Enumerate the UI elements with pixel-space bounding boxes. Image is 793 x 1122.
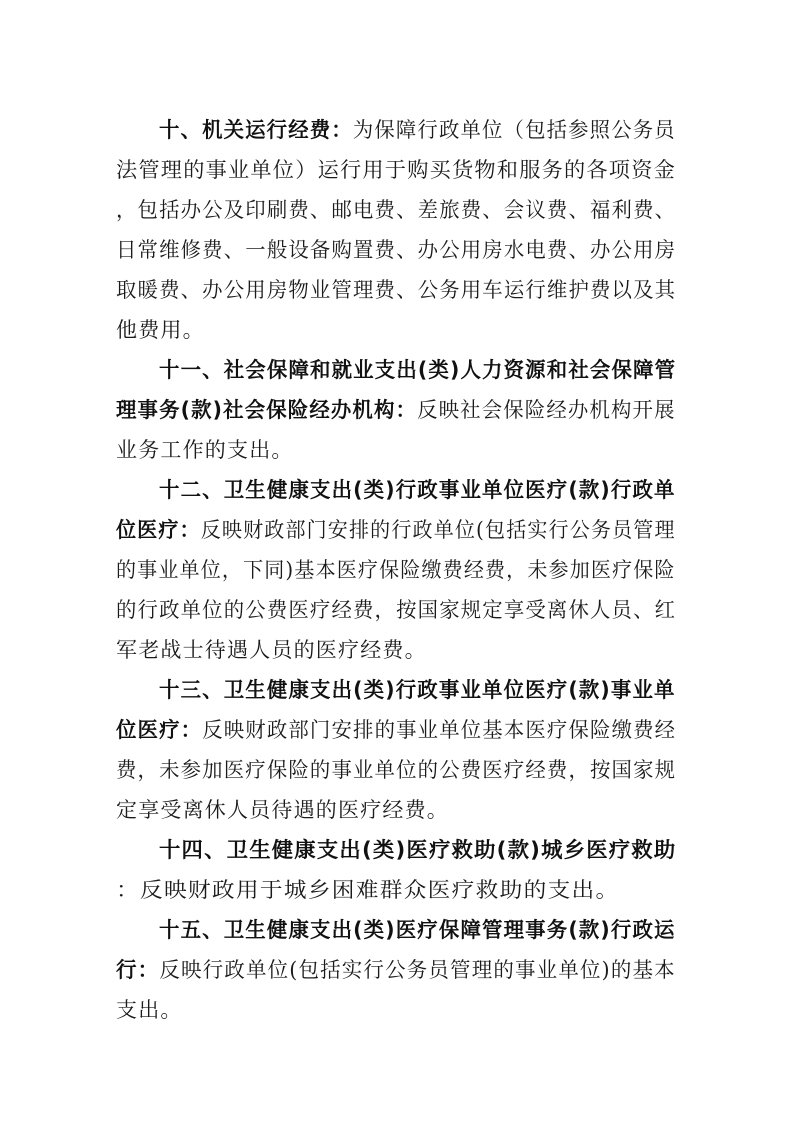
term-description: 反映财政部门安排的行政单位(包括实行公务员管理 — [200, 518, 676, 542]
term-description: 他费用。 — [116, 318, 205, 342]
paragraph-3-line-2 — [116, 516, 676, 544]
paragraph-4-line-4 — [116, 796, 449, 824]
paragraph-4-line-1 — [159, 676, 676, 704]
term-description: 支出。 — [116, 998, 183, 1022]
term-heading: 行： — [116, 958, 160, 982]
paragraph-3-line-3 — [116, 556, 676, 584]
term-description: 费，未参加医疗保险的事业单位的公费医疗经费，按国家规 — [116, 758, 677, 782]
paragraph-5-line-2 — [116, 876, 619, 904]
paragraph-1-line-3 — [116, 196, 676, 224]
term-heading: 十一、社会保障和就业支出(类)人力资源和社会保障管 — [159, 358, 677, 382]
term-description: 取暖费、办公用房物业管理费、公务用车运行维护费以及其 — [116, 278, 677, 302]
paragraph-1-line-2 — [116, 156, 676, 184]
paragraph-4-line-2 — [116, 716, 676, 744]
term-description: 定享受离休人员待遇的医疗经费。 — [116, 798, 449, 822]
term-heading: 十二、卫生健康支出(类)行政事业单位医疗(款)行政单 — [159, 478, 676, 502]
term-description: ，包括办公及印刷费、邮电费、差旅费、会议费、福利费、 — [116, 198, 677, 222]
term-heading: 十三、卫生健康支出(类)行政事业单位医疗(款)事业单 — [159, 678, 676, 702]
term-heading: 十、机关运行经费： — [159, 118, 353, 142]
term-description: 日常维修费、一般设备购置费、办公用房水电费、办公用房 — [116, 238, 677, 262]
paragraph-4-line-3 — [116, 756, 676, 784]
paragraph-6-line-2 — [116, 956, 676, 984]
paragraph-1-line-6 — [116, 316, 205, 344]
paragraph-1-line-5 — [116, 276, 676, 304]
paragraph-3-line-4 — [116, 596, 676, 624]
term-description: ：反映财政用于城乡困难群众医疗救助的支出。 — [116, 878, 620, 902]
term-description: 法管理的事业单位）运行用于购买货物和服务的各项资金 — [116, 158, 676, 182]
term-heading: 十四、卫生健康支出(类)医疗救助(款)城乡医疗救助 — [159, 838, 677, 862]
paragraph-6-line-3 — [116, 996, 183, 1024]
paragraph-3-line-5 — [116, 636, 427, 664]
paragraph-2-line-3 — [116, 436, 294, 464]
term-description: 业务工作的支出。 — [116, 438, 294, 462]
term-description: 的行政单位的公费医疗经费，按国家规定享受离休人员、红 — [116, 598, 677, 622]
term-heading: 位医疗： — [116, 518, 201, 542]
paragraph-5-line-1 — [159, 836, 676, 864]
term-description: 反映财政部门安排的事业单位基本医疗保险缴费经 — [202, 718, 677, 742]
term-description: 为保障行政单位（包括参照公务员 — [352, 118, 676, 142]
paragraph-3-line-1 — [159, 476, 676, 504]
term-heading: 位医疗： — [116, 718, 203, 742]
term-heading: 理事务(款)社会保险经办机构： — [116, 398, 418, 422]
paragraph-1-line-4 — [116, 236, 676, 264]
paragraph-2-line-2 — [116, 396, 676, 424]
term-description: 反映行政单位(包括实行公务员管理的事业单位)的基本 — [159, 958, 676, 982]
paragraph-2-line-1 — [159, 356, 676, 384]
term-heading: 十五、卫生健康支出(类)医疗保障管理事务(款)行政运 — [159, 918, 676, 942]
term-description: 军老战士待遇人员的医疗经费。 — [116, 638, 427, 662]
paragraph-6-line-1 — [159, 916, 676, 944]
term-description: 反映社会保险经办机构开展 — [417, 398, 676, 422]
paragraph-1-line-1 — [159, 116, 676, 144]
term-description: 的事业单位，下同)基本医疗保险缴费经费，未参加医疗保险 — [116, 558, 676, 582]
